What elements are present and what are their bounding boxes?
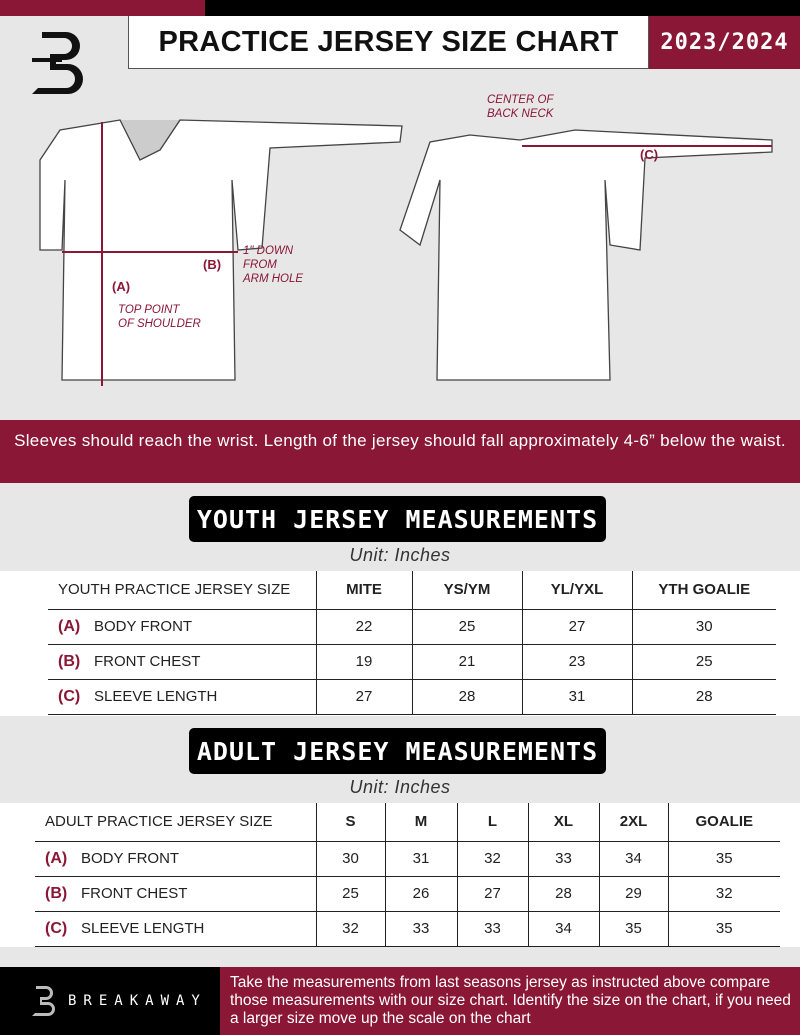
top-accent-bar [0, 0, 205, 16]
value-cell: 30 [316, 841, 385, 876]
header-cell: YOUTH PRACTICE JERSEY SIZE [48, 571, 316, 609]
row-label [35, 841, 316, 876]
row-label [48, 644, 316, 679]
table-row [35, 841, 780, 876]
header-cell: XL [528, 803, 599, 841]
footer-logo [30, 984, 56, 1018]
value-cell: 27 [316, 679, 412, 714]
youth-section-title: YOUTH JERSEY MEASUREMENTS [189, 496, 606, 542]
sleeve-note: Sleeves should reach the wrist. Length of the jersey should fall approximately 4-6” below the waist. [0, 420, 800, 483]
measure-code: (B) [58, 652, 81, 670]
measure-name: FRONT CHEST [94, 652, 201, 670]
top-black-bar [205, 0, 800, 16]
measure-name: SLEEVE LENGTH [81, 919, 205, 937]
center-back-note: CENTER OF BACK NECK [487, 94, 554, 120]
footer-brand-name: BREAKAWAY [68, 993, 207, 1009]
value-cell: 22 [316, 609, 412, 644]
header-cell: L [457, 803, 528, 841]
header-cell: ADULT PRACTICE JERSEY SIZE [35, 803, 316, 841]
footer-instructions: Take the measurements from last seasons jersey as instructed above compare those measurements with our size chart. Identify the size on the chart, if you need a larger size move up the scale on the chart [220, 967, 800, 1035]
label-a: (A) [112, 279, 131, 294]
table-row [48, 679, 776, 714]
measure-code: (B) [45, 884, 68, 902]
adult-unit: Unit: Inches [349, 777, 451, 797]
value-cell: 25 [632, 644, 776, 679]
value-cell: 35 [599, 911, 668, 946]
adult-section-title: ADULT JERSEY MEASUREMENTS [189, 728, 606, 774]
header-cell: YL/YXL [522, 571, 632, 609]
table-row [48, 609, 776, 644]
value-cell: 27 [457, 876, 528, 911]
value-cell: 34 [599, 841, 668, 876]
row-label [35, 876, 316, 911]
value-cell: 32 [457, 841, 528, 876]
value-cell: 33 [528, 841, 599, 876]
measure-name: BODY FRONT [81, 849, 180, 867]
label-c: (C) [640, 147, 659, 162]
measure-code: (A) [45, 849, 68, 867]
youth-unit: Unit: Inches [349, 545, 451, 565]
measure-code: (A) [58, 617, 81, 635]
row-label [35, 911, 316, 946]
table-row [48, 644, 776, 679]
adult-size-table [35, 803, 780, 947]
row-label [48, 679, 316, 714]
header-cell: YS/YM [412, 571, 522, 609]
value-cell: 26 [385, 876, 457, 911]
jersey-diagram [0, 100, 800, 410]
value-cell: 28 [528, 876, 599, 911]
header-cell: S [316, 803, 385, 841]
page-title: PRACTICE JERSEY SIZE CHART [128, 16, 649, 69]
header-cell: GOALIE [668, 803, 780, 841]
measure-code: (C) [58, 687, 81, 705]
value-cell: 35 [668, 911, 780, 946]
value-cell: 29 [599, 876, 668, 911]
value-cell: 25 [412, 609, 522, 644]
measure-name: SLEEVE LENGTH [94, 687, 218, 705]
value-cell: 25 [316, 876, 385, 911]
breakaway-logo [28, 28, 94, 96]
value-cell: 19 [316, 644, 412, 679]
value-cell: 33 [385, 911, 457, 946]
value-cell: 28 [412, 679, 522, 714]
value-cell: 32 [316, 911, 385, 946]
value-cell: 31 [522, 679, 632, 714]
value-cell: 30 [632, 609, 776, 644]
header-cell: M [385, 803, 457, 841]
header-cell: YTH GOALIE [632, 571, 776, 609]
value-cell: 27 [522, 609, 632, 644]
youth-size-table [48, 571, 776, 715]
table-header-row [48, 571, 776, 609]
measure-name: FRONT CHEST [81, 884, 188, 902]
season-badge: 2023/2024 [649, 16, 800, 69]
value-cell: 34 [528, 911, 599, 946]
value-cell: 28 [632, 679, 776, 714]
top-point-note: TOP POINT OF SHOULDER [118, 304, 201, 330]
value-cell: 31 [385, 841, 457, 876]
header-cell: 2XL [599, 803, 668, 841]
value-cell: 32 [668, 876, 780, 911]
table-row [35, 911, 780, 946]
table-row [35, 876, 780, 911]
armhole-note: 1" DOWN FROM ARM HOLE [243, 245, 304, 285]
measure-name: BODY FRONT [94, 617, 193, 635]
value-cell: 33 [457, 911, 528, 946]
table-header-row [35, 803, 780, 841]
measure-code: (C) [45, 919, 68, 937]
header-cell: MITE [316, 571, 412, 609]
label-b: (B) [203, 257, 222, 272]
value-cell: 21 [412, 644, 522, 679]
back-jersey-outline [400, 130, 772, 380]
row-label [48, 609, 316, 644]
value-cell: 35 [668, 841, 780, 876]
front-jersey-outline [40, 120, 402, 380]
value-cell: 23 [522, 644, 632, 679]
